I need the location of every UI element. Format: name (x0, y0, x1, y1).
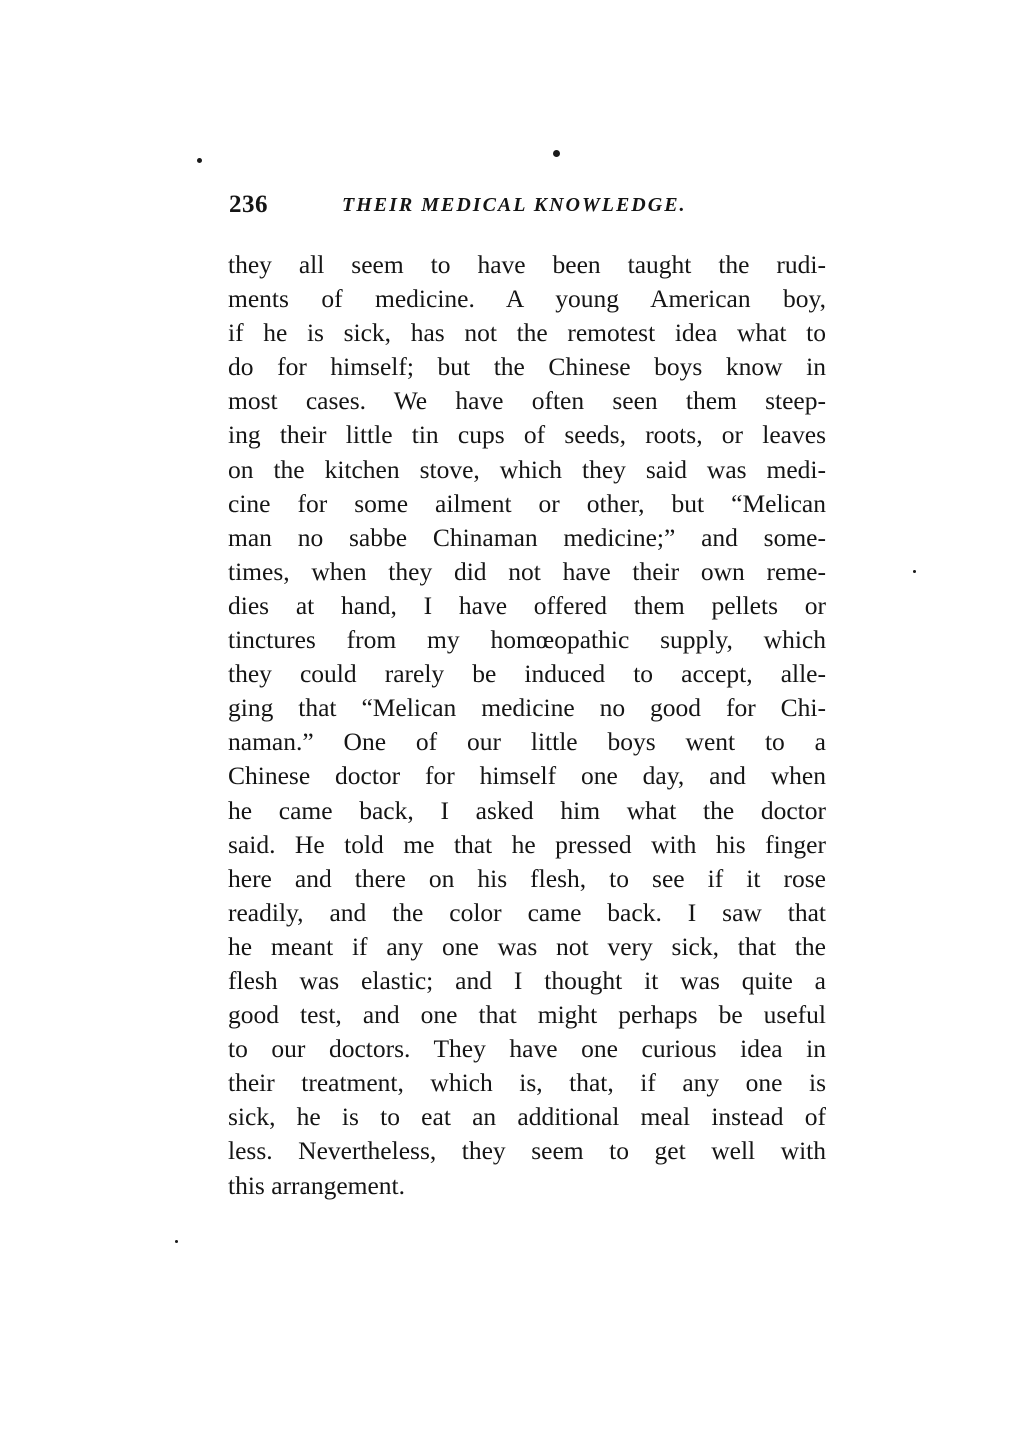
text-line: do for himself; but the Chinese boys know in (228, 352, 826, 382)
ink-speck-top-left (197, 158, 202, 163)
text-line: less. Nevertheless, they seem to get well with (228, 1136, 826, 1166)
text-line: here and there on his flesh, to see if it rose (228, 863, 826, 893)
text-line: most cases. We have often seen them steep- (228, 386, 826, 416)
body-paragraph (228, 248, 826, 1203)
text-line: tinctures from my homœopathic supply, which (228, 625, 826, 655)
text-line: good test, and one that might perhaps be useful (228, 1000, 826, 1030)
text-line: cine for some ailment or other, but “Melican (228, 488, 826, 518)
page-number: 236 (229, 191, 268, 218)
text-line: times, when they did not have their own reme- (228, 556, 826, 586)
ink-speck-right-margin (913, 570, 916, 573)
text-line: Chinese doctor for himself one day, and when (228, 761, 826, 791)
text-line: readily, and the color came back. I saw that (228, 897, 826, 927)
text-line: their treatment, which is, that, if any one is (228, 1068, 826, 1098)
text-line: said. He told me that he pressed with his finger (228, 829, 826, 859)
running-head: THEIR MEDICAL KNOWLEDGE. (342, 194, 687, 216)
text-line: he came back, I asked him what the doctor (228, 795, 826, 825)
text-line: on the kitchen stove, which they said was medi- (228, 454, 826, 484)
text-line: dies at hand, I have offered them pellets or (228, 590, 826, 620)
text-line: this arrangement. (228, 1170, 406, 1200)
text-line: he meant if any one was not very sick, that the (228, 931, 826, 961)
text-line: ging that “Melican medicine no good for Chi- (228, 693, 826, 723)
text-line: naman.” One of our little boys went to a (228, 727, 826, 757)
text-line: ing their little tin cups of seeds, roots, or leaves (228, 420, 826, 450)
text-line: ments of medicine. A young American boy, (228, 284, 826, 314)
text-line: they all seem to have been taught the rudi- (228, 250, 826, 279)
ink-speck-bottom-left (175, 1240, 178, 1243)
text-line: if he is sick, has not the remotest idea what to (228, 318, 826, 348)
page-header (229, 191, 829, 221)
text-line: sick, he is to eat an additional meal instead of (228, 1102, 826, 1132)
ink-speck-top-center (553, 150, 560, 157)
text-line: they could rarely be induced to accept, alle- (228, 659, 826, 689)
text-line: man no sabbe Chinaman medicine;” and some- (228, 522, 826, 552)
text-line: to our doctors. They have one curious idea in (228, 1034, 826, 1064)
text-line: flesh was elastic; and I thought it was quite a (228, 965, 826, 995)
